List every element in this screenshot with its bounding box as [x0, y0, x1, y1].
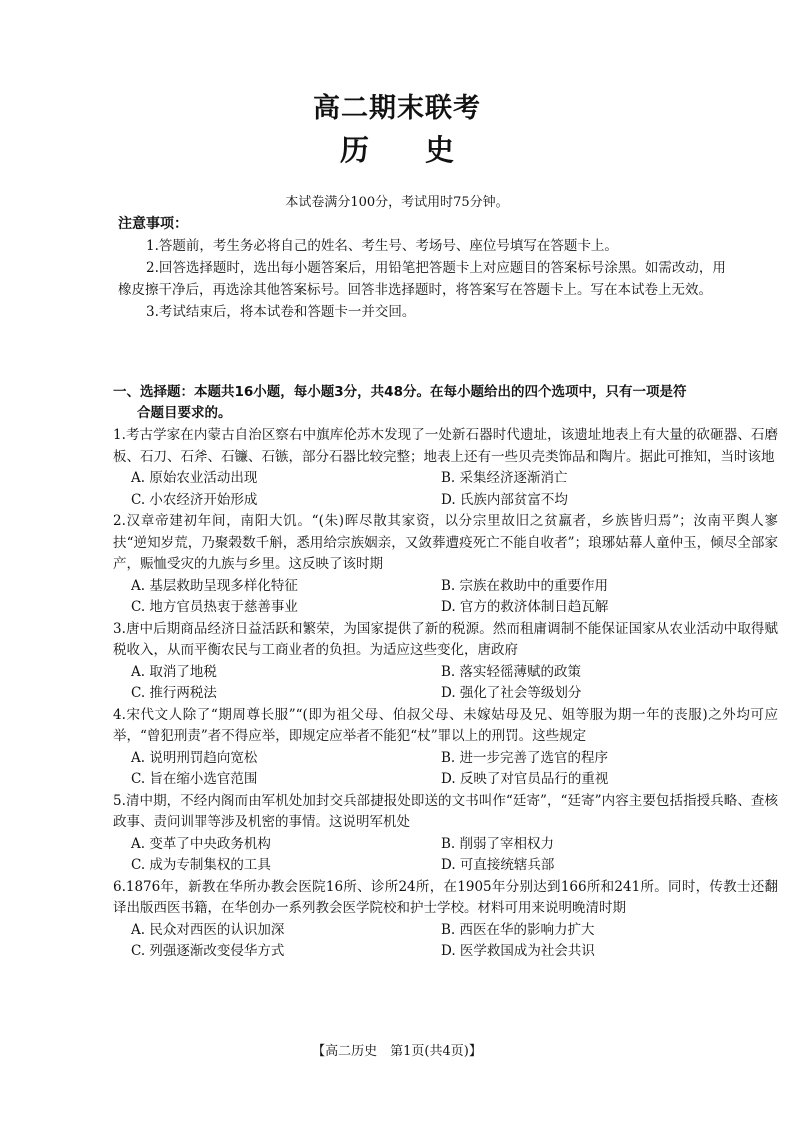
option-b: B. 落实轻徭薄赋的政策 — [441, 663, 582, 680]
question-options — [113, 468, 778, 511]
question-stem: 6.1876年，新教在华所办教会医院16所、诊所24所，在1905年分别达到166所和241所。同时，传教士还翻译出版西医书籍，在华创办一系列教会医学院校和护士学校。材料可用来说明晚清时期 — [113, 878, 778, 916]
option-b: B. 采集经济逐渐消亡 — [441, 470, 568, 486]
option-b: B. 削弱了宰相权力 — [441, 835, 555, 852]
option-a: A. 原始农业活动出现 — [131, 470, 258, 486]
notice-item: 2.回答选择题时，选出每小题答案后，用铅笔把答题卡上对应题目的答案标号涂黑。如需改动，用橡皮擦干净后，再选涂其他答案标号。回答非选择题时，将答案写在答题卡上。写在本试卷上无效。 — [118, 260, 726, 298]
notice-heading: 注意事项： — [118, 216, 188, 232]
subject-char-right: 史 — [425, 133, 455, 167]
notice-item: 3.考试结束后，将本试卷和答题卡一并交回。 — [146, 304, 416, 320]
option-d: D. 医学救国成为社会共识 — [441, 943, 595, 959]
subject-title — [0, 128, 794, 169]
option-b: B. 西医在华的影响力扩大 — [441, 921, 595, 938]
exam-info: 本试卷满分100分，考试用时75分钟。 — [285, 195, 509, 210]
option-c: C. 推行两税法 — [131, 685, 217, 701]
question-6 — [113, 877, 778, 963]
notice-list — [118, 235, 728, 323]
section-title — [113, 382, 778, 424]
option-b: B. 进一步完善了选官的程序 — [441, 749, 609, 766]
option-c: C. 成为专制集权的工具 — [131, 857, 271, 873]
option-a: A. 取消了地税 — [131, 663, 217, 680]
question-4 — [113, 705, 778, 791]
section-title-line1: 一、选择题：本题共16小题，每小题3分，共48分。在每小题给出的四个选项中，只有一项是符 — [113, 384, 687, 400]
question-stem: 4.宋代文人除了“期周尊长服”“(即为祖父母、伯叔父母、未嫁姑母及兄、姐等服为期一年的丧服)之外均可应举，“曾犯刑责”者不得应举，即规定应举者不能犯“杖”罪以上的刑罚。这些规定 — [113, 706, 778, 744]
option-c: C. 旨在缩小选官范围 — [131, 771, 258, 787]
option-d: D. 反映了对官员品行的重视 — [441, 771, 609, 787]
option-a: A. 变革了中央政务机构 — [131, 835, 271, 852]
question-1 — [113, 425, 778, 511]
option-a: A. 基层救助呈现多样化特征 — [131, 577, 298, 594]
question-options — [113, 920, 778, 963]
question-options — [113, 748, 778, 791]
question-2 — [113, 511, 778, 619]
question-options — [113, 576, 778, 619]
option-a: A. 民众对西医的认识加深 — [131, 921, 285, 938]
question-stem: 2.汉章帝建初年间，南阳大饥。“(朱)晖尽散其家资，以分宗里故旧之贫羸者，乡族皆归焉”；汝南平舆人寥扶“逆知岁荒，乃聚榖数千斛，悉用给宗族姻亲，又敛葬遭疫死亡不能自收者”；琅琊姑幕人童仲玉，倾尽全部家产，赈恤受灾的九族与乡里。这反映了该时期 — [113, 513, 778, 572]
question-stem: 5.清中期，不经内阁而由军机处加封交兵部捷报处即送的文书叫作“廷寄”，“廷寄”内容主要包括指授兵略、查核政事、责问训罪等涉及机密的事情。这说明军机处 — [113, 792, 778, 830]
question-options — [113, 834, 778, 877]
question-5 — [113, 791, 778, 877]
option-d: D. 强化了社会等级划分 — [441, 685, 582, 701]
option-c: C. 列强逐渐改变侵华方式 — [131, 943, 285, 959]
subject-char-left: 历 — [339, 133, 369, 167]
question-3 — [113, 619, 778, 705]
option-d: D. 官方的救济体制日趋瓦解 — [441, 599, 609, 615]
section-title-line2: 合题目要求的。 — [137, 405, 232, 421]
question-options — [113, 662, 778, 705]
notice-item: 1.答题前，考生务必将自己的姓名、考生号、考场号、座位号填写在答题卡上。 — [146, 238, 618, 254]
option-b: B. 宗族在救助中的重要作用 — [441, 577, 609, 594]
option-c: C. 地方官员热衷于慈善事业 — [131, 599, 298, 615]
exam-title: 高二期末联考 — [313, 93, 481, 124]
question-stem: 1.考古学家在内蒙古自治区察右中旗库伦苏木发现了一处新石器时代遗址，该遗址地表上有大量的砍砸器、石磨板、石刀、石斧、石镰、石镞，部分石器比较完整；地表上还有一些贝壳类饰品和陶片。据此可推知，当时该地 — [113, 427, 778, 465]
option-a: A. 说明刑罚趋向宽松 — [131, 749, 258, 766]
option-d: D. 可直接统辖兵部 — [441, 857, 555, 873]
question-stem: 3.唐中后期商品经济日益活跃和繁荣，为国家提供了新的税源。然而租庸调制不能保证国家从农业活动中取得赋税收入，从而平衡农民与工商业者的负担。为适应这些变化，唐政府 — [113, 620, 778, 658]
option-d: D. 氏族内部贫富不均 — [441, 491, 568, 508]
option-c: C. 小农经济开始形成 — [131, 491, 258, 508]
question-list — [113, 425, 778, 963]
page-footer: 【高二历史 第1页(共4页)】 — [312, 1044, 482, 1059]
